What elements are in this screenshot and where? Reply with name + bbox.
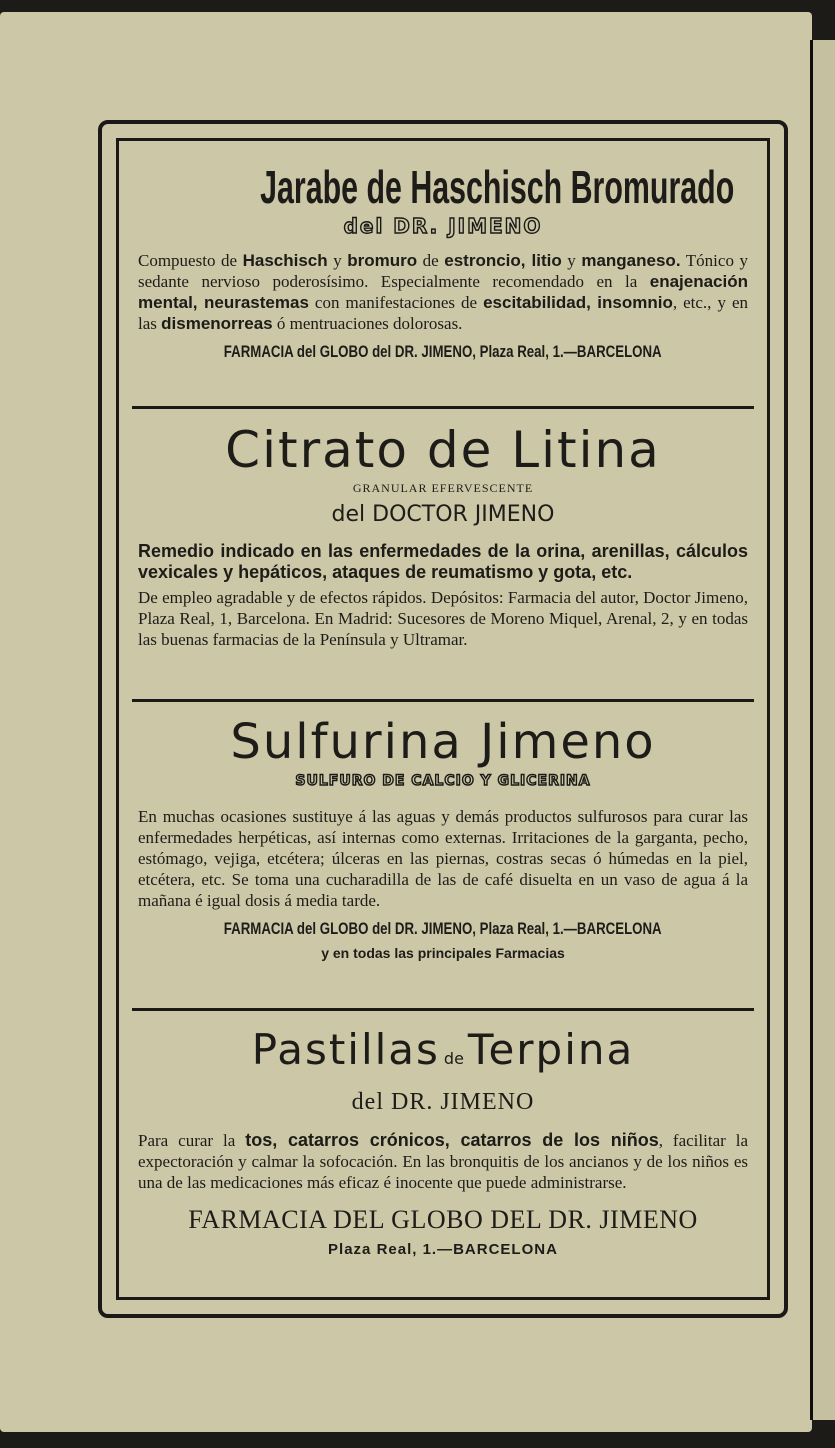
ad1-body: Compuesto de Haschisch y bromuro de estroncio, litio y manganeso. Tónico y sedante nervioso poderosísimo. Especialmente recomendado en la enajenación mental, neurastemas con manifestaciones de escitabilidad, insomnio, etc., y en las dismenorreas ó mentruaciones dolorosas. — [138, 251, 749, 333]
ad1-address: FARMACIA del GLOBO del DR. JIMENO, Plaza Real, 1.—BARCELONA — [224, 342, 662, 361]
ad1-subtitle: del DR. JIMENO — [343, 214, 543, 238]
ad3-title: Sulfurina Jimeno — [230, 714, 656, 770]
ad2-body: De empleo agradable y de efectos rápidos. Depósitos: Farmacia del autor, Doctor Jimeno, Plaza Real, 1, Barcelona. En Madrid: Sucesores de Moreno Miquel, Arenal, 2, y en todas las buenas farmacias de la Península y Ultramar. — [138, 588, 748, 649]
advert-column — [116, 138, 770, 1300]
next-page-edge — [810, 40, 835, 1420]
ad3-note: y en todas las principales Farmacias — [321, 945, 565, 961]
ad2-subtitle-small: GRANULAR EFERVESCENTE — [352, 481, 534, 495]
ad4-address: Plaza Real, 1.—BARCELONA — [328, 1241, 558, 1258]
ad4-title: Pastillas de Terpina — [251, 1025, 635, 1074]
ad4-body: Para curar la tos, catarros crónicos, catarros de los niños, facilitar la expectoración y calmar la sofocación. En las bronquitis de los ancianos y de los niños es una de las medicaciones más eficaz é inocente que puede administrarse. — [138, 1130, 749, 1192]
ad3-subtitle: SULFURO DE CALCIO Y GLICERINA — [295, 773, 591, 789]
ad2-subtitle: del DOCTOR JIMENO — [331, 502, 555, 527]
ad3-body: En muchas ocasiones sustituye á las aguas y demás productos sulfurosos para curar las enfermedades herpéticas, así internas como externas. Irritaciones de la garganta, pecho, estómago, vejiga, etcétera; úlceras en las piernas, costras secas ó húmedas en la piel, etcétera, etc. Se toma una cucharadilla de las de café disuelta en un vaso de agua á la mañana é igual dosis á media tarde. — [138, 807, 748, 910]
ad4-subtitle: del DR. JIMENO — [351, 1089, 535, 1115]
ad4-pharmacy: FARMACIA DEL GLOBO DEL DR. JIMENO — [188, 1205, 698, 1234]
ad-sulfurina — [138, 702, 748, 1008]
ad3-address: FARMACIA del GLOBO del DR. JIMENO, Plaza Real, 1.—BARCELONA — [224, 919, 662, 938]
ad-pastillas — [138, 1011, 748, 1258]
ad2-title: Citrato de Litina — [225, 421, 661, 479]
ad2-bold-text: Remedio indicado en las enfermedades de la orina, arenillas, cálculos vexicales y hepáticos, ataques de reumatismo y gota, etc. — [138, 541, 748, 582]
ad-jarabe — [138, 138, 748, 406]
ad-citrato — [138, 409, 748, 699]
ad1-title: Jarabe de Haschisch Bromurado — [260, 161, 735, 213]
